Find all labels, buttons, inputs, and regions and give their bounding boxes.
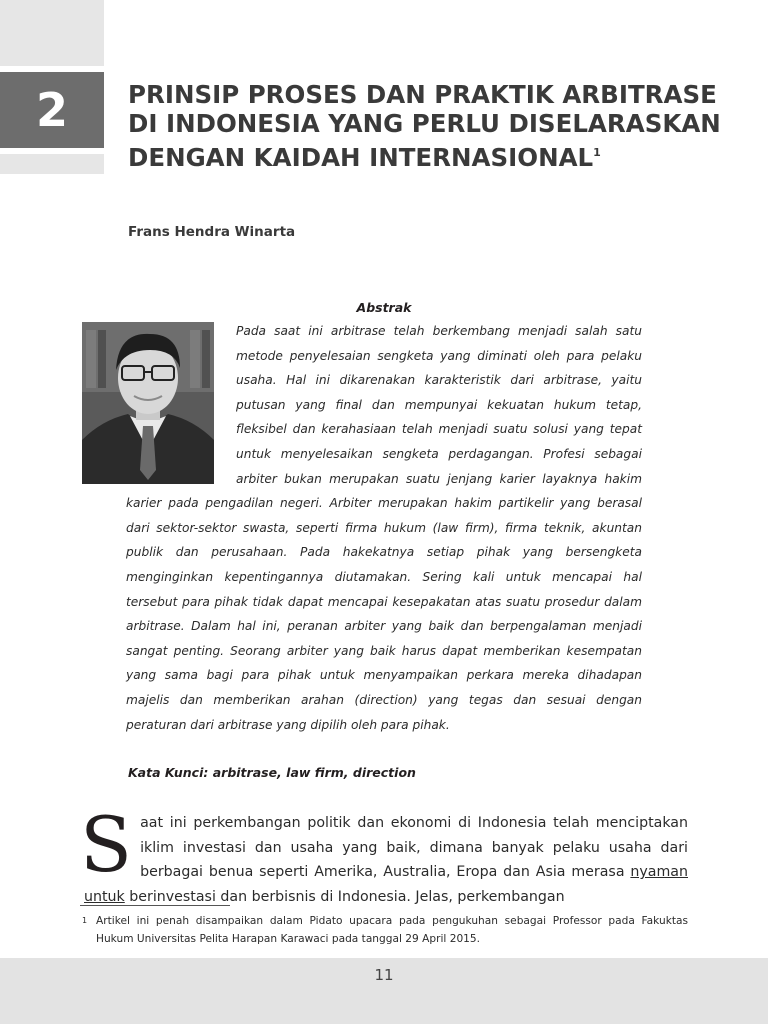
page-number: 11 [374, 966, 394, 984]
abstract-body [126, 319, 642, 737]
chapter-title-text: PRINSIP PROSES DAN PRAKTIK ARBITRASE DI INDONESIA YANG PERLU DISELARASKAN DENGAN KAIDAH INTERNASIONAL [128, 80, 721, 172]
chapter-title [128, 80, 728, 172]
body-underlined-text: nyaman untuk [84, 864, 688, 905]
chapter-tab-bottom [0, 154, 104, 174]
footnote-text: Artikel ini penah disampaikan dalam Pidato upacara pada pengukuhan sebagai Professor pada Fakuktas Hukum Universitas Pelita Harapan Karawaci pada tanggal 29 April 2015. [96, 915, 688, 945]
author-name: Frans Hendra Winarta [128, 224, 296, 240]
body-text-end: berinvestasi dan berbisnis di Indonesia. Jelas, perkembangan [124, 888, 565, 905]
drop-cap: S [80, 800, 133, 889]
abstract-text: Pada saat ini arbitrase telah berkembang menjadi salah satu metode penyelesaian sengketa yang diminati oleh para pelaku usaha. Hal ini dikarenakan karakteristik dari arbitrase, yaitu putusan yang final dan mempunyai kekuatan hukum tetap, fleksibel dan kerahasiaan telah menjadi suatu solusi yang tepat untuk menyelesaikan sengketa perdagangan. Profesi sebagai arbiter bukan merupakan suatu jenjang karier layaknya hakim karier pada pengadilan negeri. Arbiter merupakan hakim partikelir yang berasal dari sektor-sektor swasta, seperti firma hukum (law firm), firma teknik, akuntan publik dan perusahaan. Pada hakekatnya setiap pihak yang bersengketa menginginkan kepentingannya diutamakan. Sering kali untuk mencapai hal tersebut para pihak tidak dapat mencapai kesepakatan atas suatu prosedur dalam arbitrase. Dalam hal ini, peranan arbiter yang baik dan berpengalaman menjadi sangat penting. Seorang arbiter yang baik harus dapat memberikan kesempatan yang sama bagi para pihak untuk menyampaikan perkara mereka dihadapan majelis dan memberikan arahan (direction) yang tegas dan sesuai dengan peraturan dari arbitrase yang dipilih oleh para pihak. [126, 324, 642, 732]
footnote-mark: 1 [82, 916, 88, 925]
footnote [82, 912, 688, 948]
body-paragraph [80, 800, 688, 909]
abstract-heading: Abstrak [356, 300, 412, 315]
keywords: Kata Kunci: arbitrase, law firm, direction [128, 765, 416, 780]
title-footnote-ref: 1 [593, 146, 601, 159]
chapter-number: 2 [0, 72, 104, 148]
chapter-tab-top [0, 0, 104, 66]
body-text-start: aat ini perkembangan politik dan ekonomi di Indonesia telah menciptakan iklim investasi dan usaha yang baik, dimana banyak pelaku usaha dari berbagai benua seperti Amerika, Australia, Eropa dan Asia merasa [140, 815, 688, 880]
footnote-divider [80, 905, 230, 906]
photo-wrap-spacer [126, 319, 236, 491]
